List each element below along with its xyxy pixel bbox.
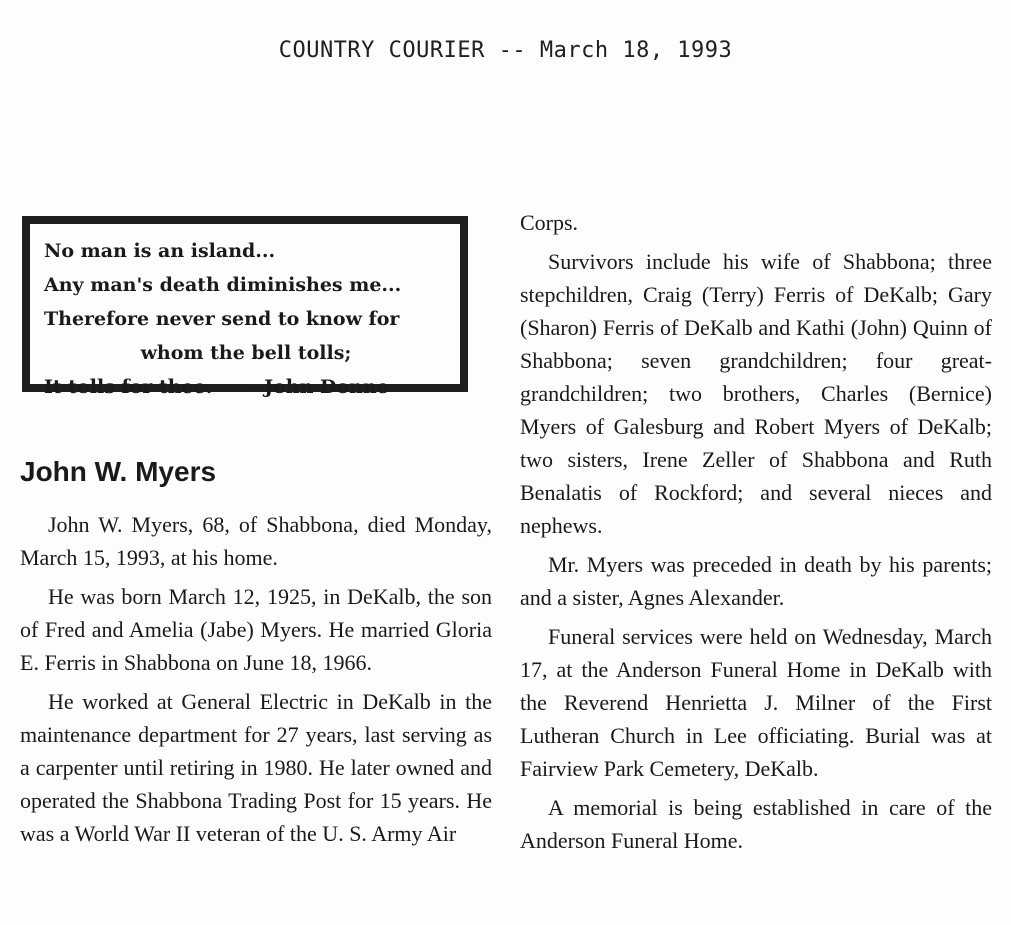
obituary-paragraph: He was born March 12, 1925, in DeKalb, the son of Fred and Amelia (Jabe) Myers. He married Gloria E. Ferris in Shabbona on June 18, 1966.	[20, 584, 492, 675]
obituary-paragraph: He worked at General Electric in DeKalb in the maintenance department for 27 years, last serving as a carpenter until retiring in 1980. He later owned and operated the Shabbona Trading Post for 15 years. He was a World War II veteran of the U. S. Army Air	[20, 689, 492, 846]
quote-line-5: It tolls for thee.	[44, 376, 213, 398]
quote-box	[22, 216, 468, 398]
obituary-right-column	[520, 206, 992, 863]
newspaper-header: COUNTRY COURIER -- March 18, 1993	[278, 38, 733, 63]
quote-line-2: Any man's death diminishes me...	[44, 274, 402, 296]
obituary-paragraph-continued: Corps.	[520, 210, 579, 235]
obituary-paragraph: John W. Myers, 68, of Shabbona, died Monday, March 15, 1993, at his home.	[20, 512, 492, 570]
quote-line-3: Therefore never send to know for	[44, 308, 400, 330]
quote-line-1: No man is an island...	[44, 240, 276, 262]
quote-attribution: --John Donne	[248, 376, 389, 398]
quote-line-5-row	[44, 370, 448, 404]
obituary-paragraph: Funeral services were held on Wednesday, March 17, at the Anderson Funeral Home in DeKalb with the Reverend Henrietta J. Milner of the First Lutheran Church in Lee officiating. Burial was at Fairview Park Cemetery, DeKalb.	[520, 624, 992, 781]
obituary-paragraph: Mr. Myers was preceded in death by his parents; and a sister, Agnes Alexander.	[520, 552, 992, 610]
obituary-left-column	[20, 508, 492, 856]
obituary-paragraph: A memorial is being established in care of the Anderson Funeral Home.	[520, 795, 992, 853]
obituary-paragraph: Survivors include his wife of Shabbona; three stepchildren, Craig (Terry) Ferris of DeKalb; Gary (Sharon) Ferris of DeKalb and Kathi (John) Quinn of Shabbona; seven grandchildren; four great-grandchildren; two brothers, Charles (Bernice) Myers of Galesburg and Robert Myers of DeKalb; two sisters, Irene Zeller of Shabbona and Ruth Benalatis of Rockford; and several nieces and nephews.	[520, 249, 992, 538]
quote-line-4: whom the bell tolls;	[140, 342, 352, 364]
obituary-title: John W. Myers	[20, 456, 217, 487]
